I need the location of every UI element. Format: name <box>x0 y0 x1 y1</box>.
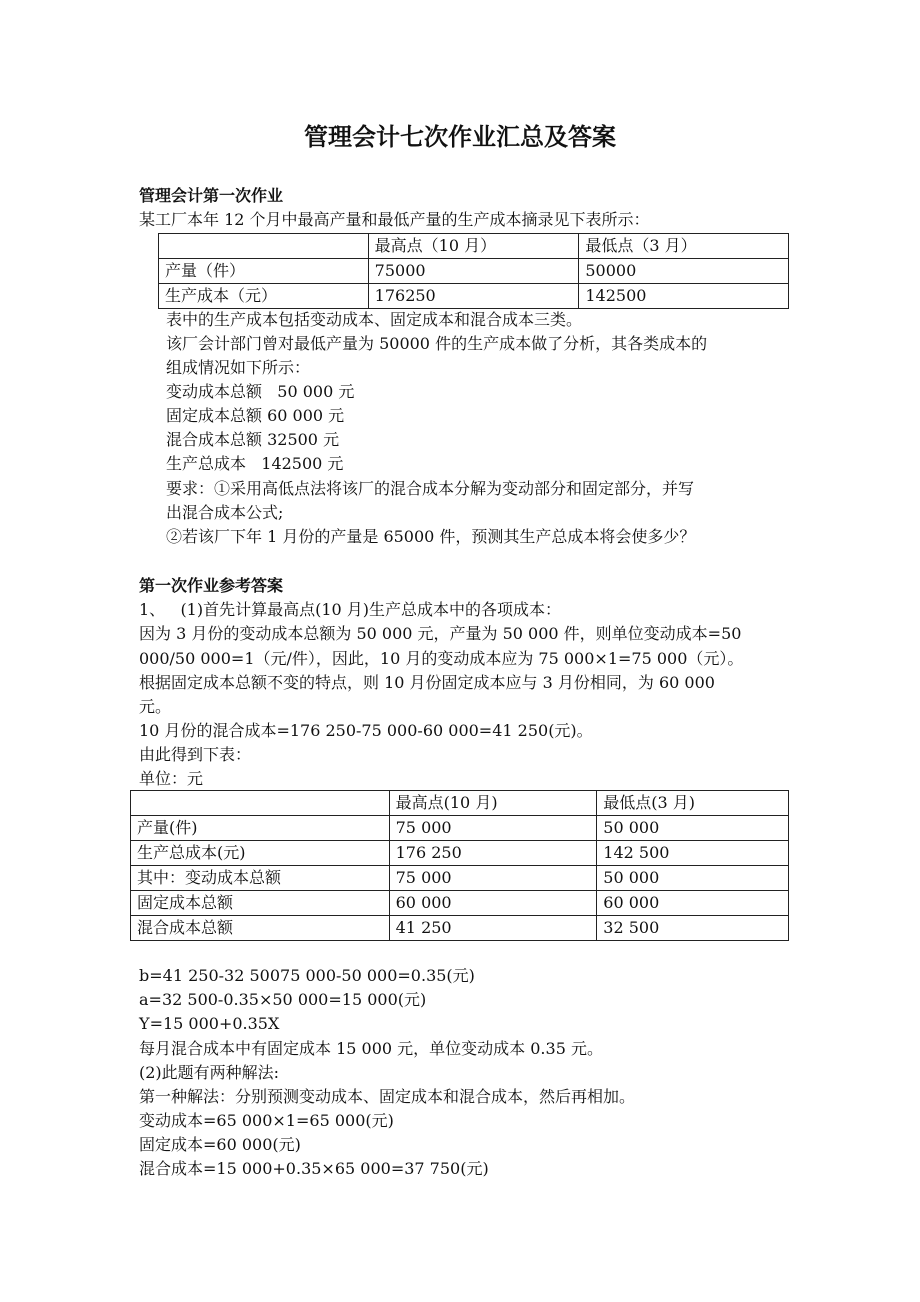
text-line: 10 月份的混合成本=176 250-75 000-60 000=41 250(元)。 <box>139 721 593 740</box>
text-line: 000/50 000=1（元/件），因此，10 月的变动成本应为 75 000×1=75 000（元）。 <box>139 649 744 668</box>
formula-line: 变动成本=65 000×1=65 000(元) <box>139 1111 394 1130</box>
table-row <box>131 891 789 916</box>
formula-line: b=41 250-32 50075 000-50 000=0.35(元) <box>139 966 475 985</box>
table-cell: 60 000 <box>597 891 789 916</box>
table-cost-breakdown <box>130 790 789 941</box>
table-cell: 产量(件) <box>131 816 390 841</box>
table-cell: 50000 <box>579 259 789 284</box>
section2-heading: 第一次作业参考答案 <box>139 576 284 595</box>
table-cell: 固定成本总额 <box>131 891 390 916</box>
table-header-cell: 最高点（10 月） <box>368 234 579 259</box>
table-cell: 生产成本（元） <box>159 284 369 309</box>
document-title: 管理会计七次作业汇总及答案 <box>304 123 616 151</box>
table-cell: 176250 <box>368 284 579 309</box>
table-cell: 32 500 <box>597 916 789 941</box>
table-cell: 生产总成本(元) <box>131 841 390 866</box>
table-cell: 60 000 <box>389 891 597 916</box>
table-cell: 75 000 <box>389 866 597 891</box>
formula-line: 混合成本=15 000+0.35×65 000=37 750(元) <box>139 1159 489 1178</box>
formula-line: 固定成本=60 000(元) <box>139 1135 301 1154</box>
text-line: 该厂会计部门曾对最低产量为 50000 件的生产成本做了分析，其各类成本的 <box>166 334 708 353</box>
table-cell: 混合成本总额 <box>131 916 390 941</box>
table-row <box>131 816 789 841</box>
text-line: 单位：元 <box>139 769 204 788</box>
section1-intro: 某工厂本年 12 个月中最高产量和最低产量的生产成本摘录见下表所示： <box>139 210 650 229</box>
table-highlow-summary <box>158 233 789 309</box>
table-row <box>131 916 789 941</box>
table-cell: 产量（件） <box>159 259 369 284</box>
text-line: 变动成本总额 50 000 元 <box>166 382 355 401</box>
text-line: ②若该厂下年 1 月份的产量是 65000 件，预测其生产总成本将会使多少？ <box>166 527 696 546</box>
formula-line: Y=15 000+0.35X <box>139 1014 280 1033</box>
section1-heading: 管理会计第一次作业 <box>139 186 284 205</box>
text-line: 因为 3 月份的变动成本总额为 50 000 元，产量为 50 000 件，则单位变动成本=50 <box>139 624 742 643</box>
text-line: 生产总成本 142500 元 <box>166 454 344 473</box>
table-header-cell: 最低点(3 月) <box>597 791 789 816</box>
table-cell: 75000 <box>368 259 579 284</box>
text-line: (2)此题有两种解法: <box>139 1063 280 1082</box>
table-cell: 142500 <box>579 284 789 309</box>
table-cell: 41 250 <box>389 916 597 941</box>
text-line: 固定成本总额 60 000 元 <box>166 406 345 425</box>
table-row <box>131 841 789 866</box>
table-cell: 50 000 <box>597 816 789 841</box>
text-line: 第一种解法：分别预测变动成本、固定成本和混合成本，然后再相加。 <box>139 1087 636 1106</box>
table-header-row <box>159 234 789 259</box>
text-line: 1、 (1)首先计算最高点(10 月)生产总成本中的各项成本： <box>139 600 562 619</box>
table-header-row <box>131 791 789 816</box>
table-cell: 50 000 <box>597 866 789 891</box>
text-line: 由此得到下表： <box>139 745 252 764</box>
text-line: 每月混合成本中有固定成本 15 000 元，单位变动成本 0.35 元。 <box>139 1039 603 1058</box>
text-line: 混合成本总额 32500 元 <box>166 430 340 449</box>
table-cell: 176 250 <box>389 841 597 866</box>
text-line: 根据固定成本总额不变的特点，则 10 月份固定成本应与 3 月份相同，为 60 000 <box>139 673 715 692</box>
table-row <box>159 284 789 309</box>
table-row <box>131 866 789 891</box>
table-cell: 75 000 <box>389 816 597 841</box>
text-line: 表中的生产成本包括变动成本、固定成本和混合成本三类。 <box>166 310 583 329</box>
text-line: 要求：①采用高低点法将该厂的混合成本分解为变动部分和固定部分，并写 <box>166 479 695 498</box>
text-line: 组成情况如下所示： <box>166 358 311 377</box>
text-line: 出混合成本公式; <box>166 503 284 522</box>
table-row <box>159 259 789 284</box>
text-line: 元。 <box>139 697 172 716</box>
table-header-cell <box>131 791 390 816</box>
table-header-cell <box>159 234 369 259</box>
table-header-cell: 最低点（3 月） <box>579 234 789 259</box>
table-cell: 142 500 <box>597 841 789 866</box>
table-cell: 其中：变动成本总额 <box>131 866 390 891</box>
table-header-cell: 最高点(10 月) <box>389 791 597 816</box>
formula-line: a=32 500-0.35×50 000=15 000(元) <box>139 990 427 1009</box>
